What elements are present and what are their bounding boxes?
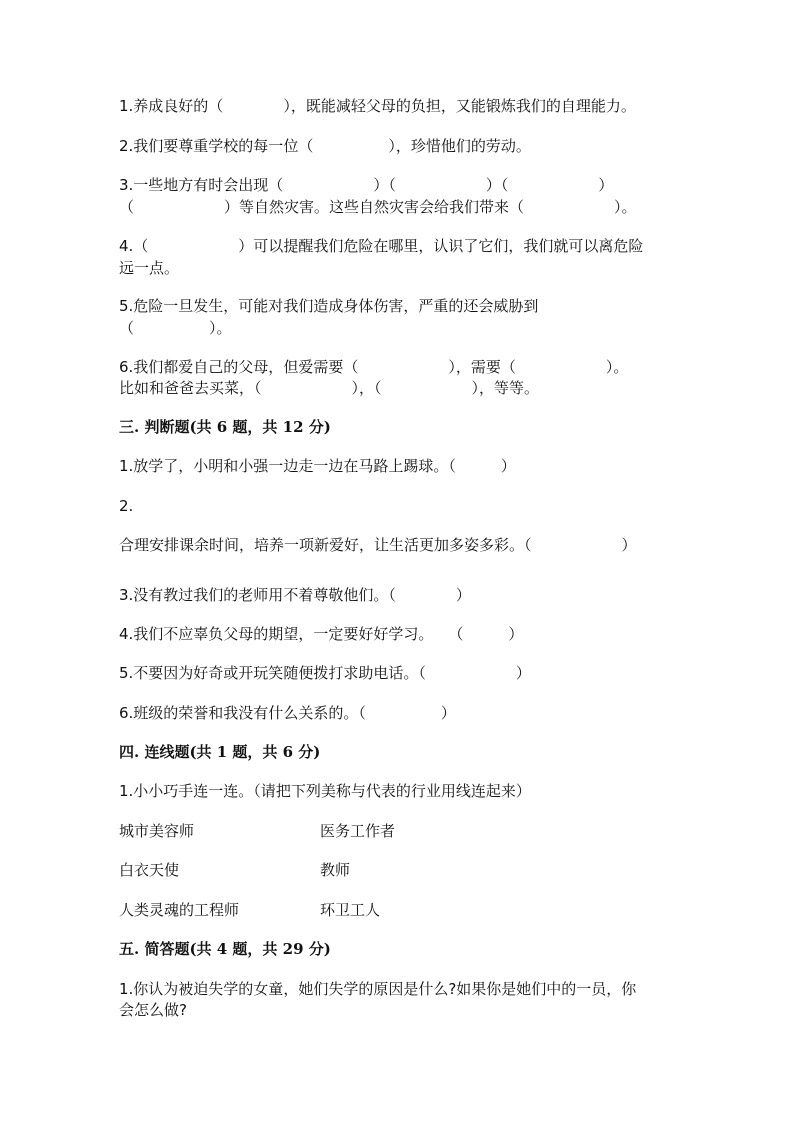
match-right-item: 教师 [320,861,351,879]
judge-question-4: 4.我们不应辜负父母的期望，一定要好好学习。 （ ） [119,625,524,643]
short-answer-question-1-line-1: 1.你认为被迫失学的女童，她们失学的原因是什么?如果你是她们中的一员，你 [119,980,637,998]
judge-question-2-text: 合理安排课余时间，培养一项新爱好，让生活更加多姿多彩。（ ） [119,536,637,554]
judge-question-6: 6.班级的荣誉和我没有什么关系的。（ ） [119,704,456,722]
match-question-1: 1.小小巧手连一连。（请把下列美称与代表的行业用线连起来） [119,782,531,800]
section-heading-match: 四. 连线题(共 1 题，共 6 分) [119,743,321,761]
match-left-item: 人类灵魂的工程师 [119,901,240,919]
fill-blank-question-3-line-1: 3.一些地方有时会出现（ ）（ ）（ ） [119,176,614,194]
match-right-item: 医务工作者 [320,822,396,840]
fill-blank-question-1: 1.养成良好的（ ），既能减轻父母的负担，又能锻炼我们的自理能力。 [119,97,636,115]
fill-blank-question-6-line-1: 6.我们都爱自己的父母，但爱需要（ ），需要（ ）。 [119,358,629,376]
fill-blank-question-6-line-2: 比如和爸爸去买菜，（ ），（ ），等等。 [119,379,540,397]
fill-blank-question-5-line-1: 5.危险一旦发生，可能对我们造成身体伤害，严重的还会威胁到 [119,297,539,315]
short-answer-question-1-line-2: 会怎么做? [119,1001,187,1019]
match-right-item: 环卫工人 [320,901,381,919]
match-left-item: 白衣天使 [119,861,180,879]
match-left-item: 城市美容师 [119,822,195,840]
fill-blank-question-2: 2.我们要尊重学校的每一位（ ），珍惜他们的劳动。 [119,137,531,155]
fill-blank-question-4-line-1: 4.（ ）可以提醒我们危险在哪里，认识了它们，我们就可以离危险 [119,237,644,255]
judge-question-1: 1.放学了，小明和小强一边走一边在马路上踢球。（ ） [119,457,516,475]
fill-blank-question-5-line-2: （ ）。 [119,319,232,337]
judge-question-2-number: 2. [119,497,134,515]
section-heading-short-answer: 五. 简答题(共 4 题，共 29 分) [119,940,331,958]
section-heading-judge: 三. 判断题(共 6 题，共 12 分) [119,418,331,436]
fill-blank-question-4-line-2: 远一点。 [119,259,180,277]
fill-blank-question-3-line-2: （ ）等自然灾害。这些自然灾害会给我们带来（ ）。 [119,198,637,216]
judge-question-3: 3.没有教过我们的老师用不着尊敬他们。（ ） [119,586,471,604]
judge-question-5: 5.不要因为好奇或开玩笑随便拨打求助电话。（ ） [119,664,531,682]
